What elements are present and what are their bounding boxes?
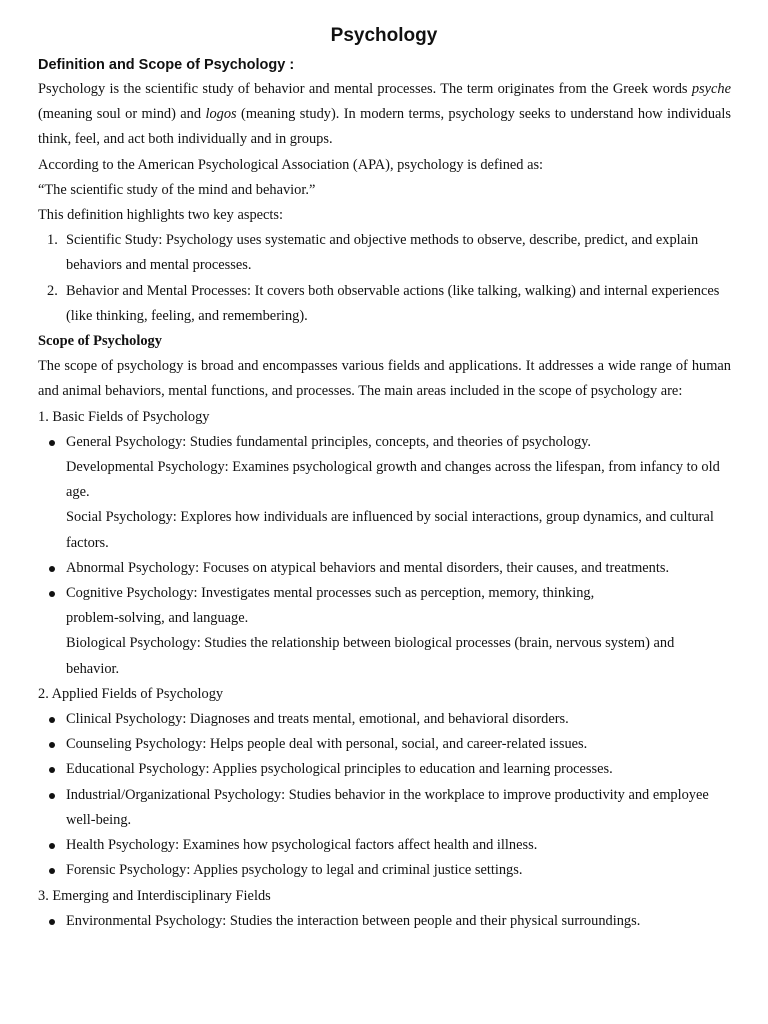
scope-heading: Scope of Psychology [38, 333, 162, 350]
bullet-item: Counseling Psychology: Helps people deal with personal, social, and career-related issues. [38, 732, 731, 757]
list-number: 1. [47, 232, 58, 249]
subsection-heading: 3. Emerging and Interdisciplinary Fields [38, 887, 271, 904]
term-psyche: psyche [691, 81, 731, 97]
bullet-item: Abnormal Psychology: Focuses on atypical behaviors and mental disorders, their causes, and treatments. [38, 556, 731, 581]
intro-text-2: (meaning soul or mind) and [38, 106, 206, 123]
list-item-text: Behavior and Mental Processes: It covers both observable actions (like talking, walking) and internal experiences (like thinking, feeling, and remembering). [66, 282, 720, 324]
list-item [38, 228, 731, 278]
bullet-item: Health Psychology: Examines how psychological factors affect health and illness. [38, 833, 731, 858]
bullet-item: Environmental Psychology: Studies the interaction between people and their physical surroundings. [38, 909, 731, 934]
bullet-item: General Psychology: Studies fundamental principles, concepts, and theories of psychology. [38, 430, 731, 455]
intro-text-1: Psychology is the scientific study of behavior and mental processes. The term originates from the Greek words [38, 81, 692, 97]
aspects-list [38, 228, 731, 329]
subsection-heading: 2. Applied Fields of Psychology [38, 685, 224, 702]
bullet-item: Clinical Psychology: Diagnoses and treats mental, emotional, and behavioral disorders. [38, 707, 731, 732]
document-body [38, 77, 731, 934]
list-number: 2. [47, 282, 58, 299]
basic-fields-list [38, 430, 731, 682]
list-item [38, 279, 731, 329]
subsection-heading: 1. Basic Fields of Psychology [38, 408, 210, 425]
intro-paragraph [38, 77, 731, 153]
applied-fields-list [38, 707, 731, 883]
aspects-intro: This definition highlights two key aspects: [38, 207, 284, 224]
bullet-item: Industrial/Organizational Psychology: Studies behavior in the workplace to improve productivity and employee well-being. [38, 783, 731, 833]
bullet-item: Forensic Psychology: Applies psychology to legal and criminal justice settings. [38, 858, 731, 883]
section-heading-definition: Definition and Scope of Psychology : [38, 57, 295, 73]
bullet-item: Educational Psychology: Applies psychological principles to education and learning processes. [38, 757, 731, 782]
page-title: Psychology [330, 25, 438, 46]
apa-quote: “The scientific study of the mind and behavior.” [38, 181, 316, 198]
term-logos: logos [205, 106, 237, 123]
list-item: Developmental Psychology: Examines psychological growth and changes across the lifespan, from infancy to old age. [66, 459, 720, 501]
list-item: Biological Psychology: Studies the relationship between biological processes (brain, nervous system) and behavior. [66, 635, 675, 677]
bullet-item: Cognitive Psychology: Investigates mental processes such as perception, memory, thinking, problem-solving, and language. [38, 581, 641, 631]
list-item-text: Scientific Study: Psychology uses systematic and objective methods to observe, describe, predict, and explain behaviors and mental processes. [66, 232, 699, 274]
emerging-fields-list [38, 909, 731, 934]
intro-text-3: (meaning study). In modern terms, psychology seeks to understand how individuals think, feel, and act both individually and in groups. [38, 106, 732, 148]
apa-line: According to the American Psychological Association (APA), psychology is defined as: [38, 156, 544, 173]
scope-intro: The scope of psychology is broad and encompasses various fields and applications. It addresses a wide range of human and animal behaviors, mental functions, and processes. The main areas included in the scope of psychology are: [38, 358, 731, 400]
list-item: Social Psychology: Explores how individuals are influenced by social interactions, group dynamics, and cultural factors. [66, 509, 714, 551]
